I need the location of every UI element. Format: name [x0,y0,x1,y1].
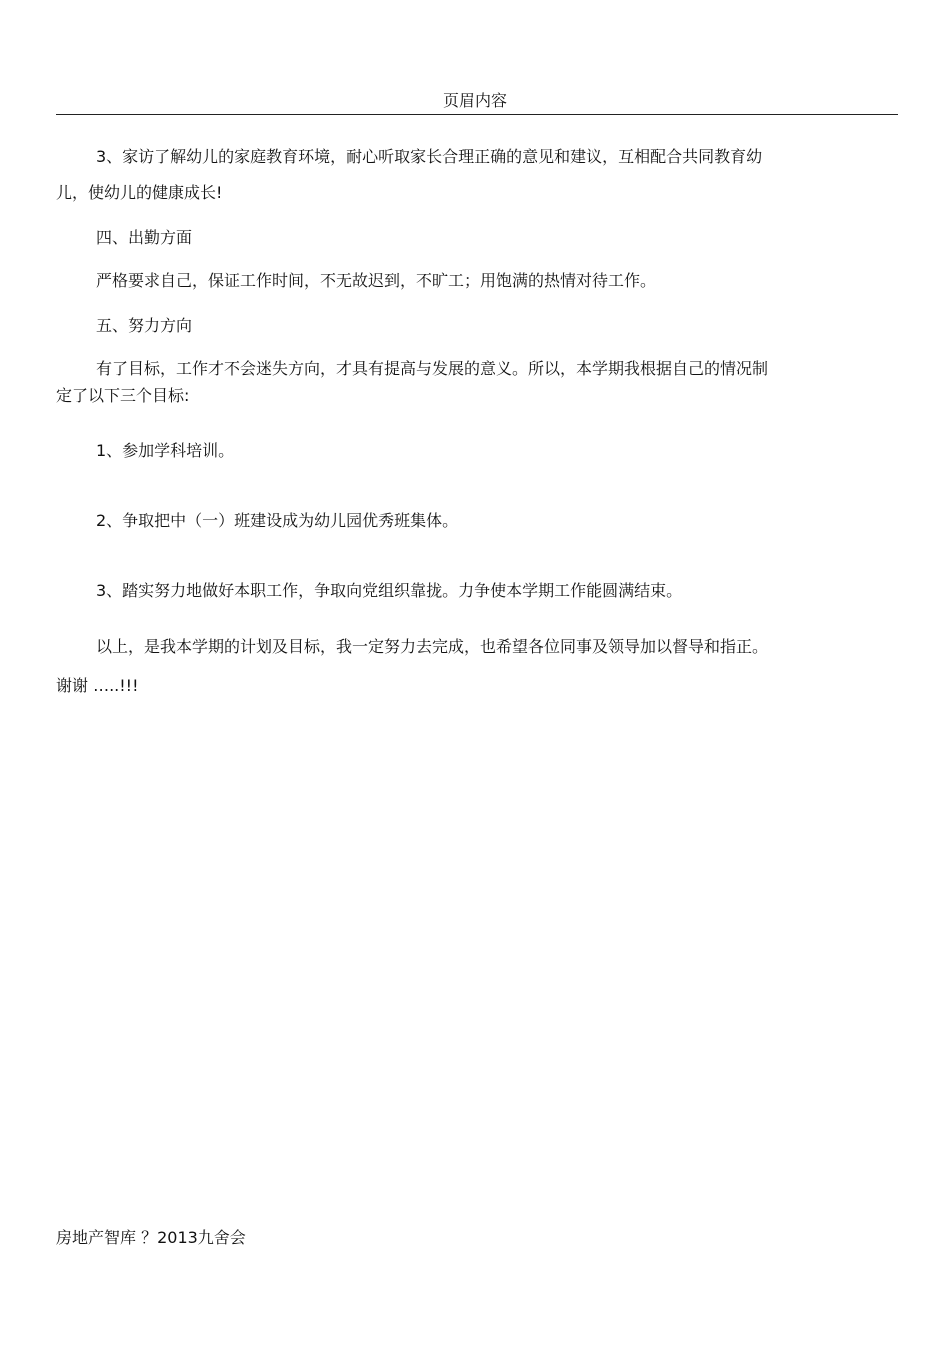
paragraph-home-visit-line1: 3、家访了解幼儿的家庭教育环境，耐心听取家长合理正确的意见和建议，互相配合共同教育幼 [96,147,763,166]
page-footer-text: 房地产智库 ？2013九舍会 [56,1228,246,1247]
page-header-title: 页眉内容 [442,91,507,110]
paragraph-closing-line2: 谢谢 …..!!! [56,676,139,695]
list-item-goal-2: 2、争取把中（一）班建设成为幼儿园优秀班集体。 [96,511,459,530]
paragraph-closing-line1: 以上，是我本学期的计划及目标，我一定努力去完成，也希望各位同事及领导加以督导和指正。 [96,637,769,656]
list-item-goal-1: 1、参加学科培训。 [96,441,235,460]
section-heading-direction: 五、努力方向 [96,316,193,335]
paragraph-home-visit-line2: 儿，使幼儿的健康成长! [56,183,223,202]
section-heading-attendance: 四、出勤方面 [96,228,193,247]
list-item-goal-3: 3、踏实努力地做好本职工作，争取向党组织靠拢。力争使本学期工作能圆满结束。 [96,581,683,600]
header-divider [56,114,898,115]
paragraph-goals-line1: 有了目标，工作才不会迷失方向，才具有提高与发展的意义。所以，本学期我根据自己的情况制 [96,359,769,378]
paragraph-attendance: 严格要求自己，保证工作时间，不无故迟到，不旷工；用饱满的热情对待工作。 [96,271,657,290]
paragraph-goals-line2: 定了以下三个目标: [56,386,190,405]
